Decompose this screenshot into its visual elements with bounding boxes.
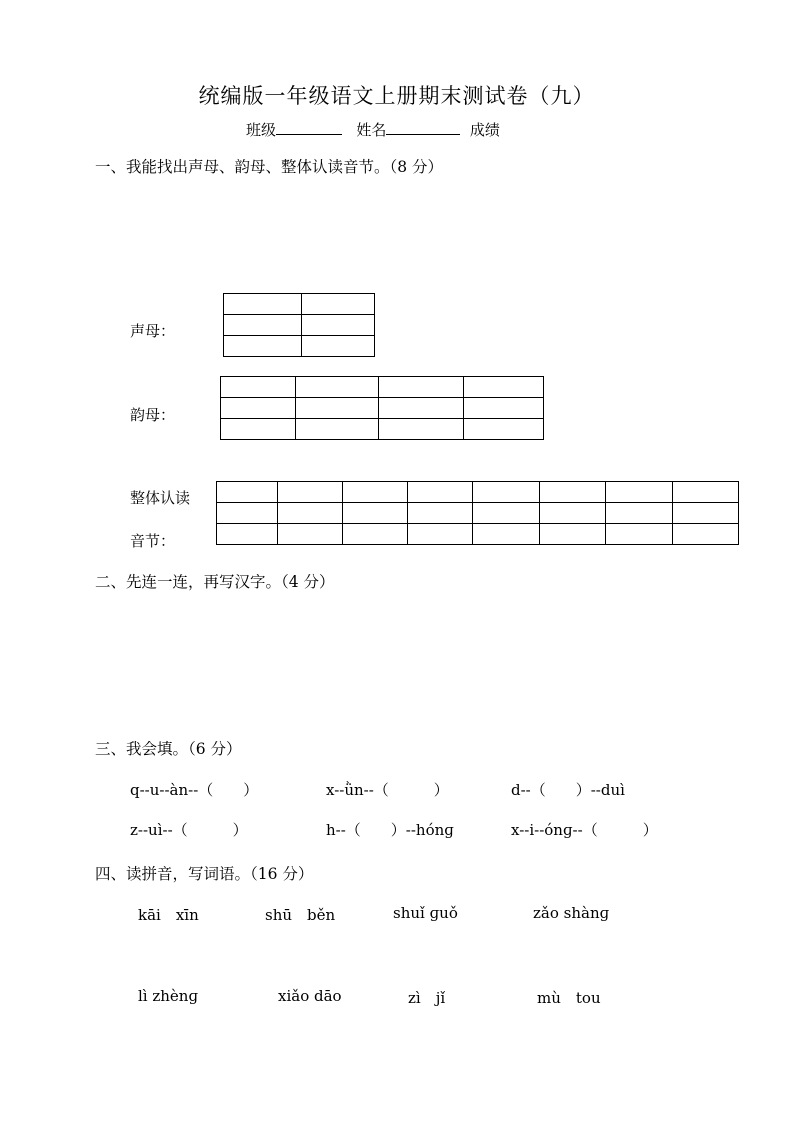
score-label: 成绩 <box>469 121 500 139</box>
answer-cell[interactable] <box>302 294 375 315</box>
answer-cell[interactable] <box>473 503 540 524</box>
yunmu-grid <box>220 376 544 440</box>
answer-cell[interactable] <box>221 398 296 419</box>
answer-cell[interactable] <box>221 419 296 440</box>
answer-cell[interactable] <box>217 524 278 545</box>
answer-cell[interactable] <box>473 524 540 545</box>
answer-cell[interactable] <box>296 377 379 398</box>
answer-cell[interactable] <box>379 419 464 440</box>
answer-cell[interactable] <box>224 336 302 357</box>
answer-cell[interactable] <box>379 377 464 398</box>
zhengti-label-line2: 音节： <box>130 532 176 550</box>
answer-cell[interactable] <box>408 482 473 503</box>
answer-cell[interactable] <box>606 503 673 524</box>
pinyin-word: kāi xīn <box>138 906 199 924</box>
answer-cell[interactable] <box>606 524 673 545</box>
pinyin-word: mù tou <box>537 989 601 1007</box>
class-blank[interactable] <box>276 120 342 135</box>
name-blank[interactable] <box>386 120 460 135</box>
answer-cell[interactable] <box>540 503 606 524</box>
zhengti-label-line1: 整体认读 <box>130 489 191 507</box>
name-label: 姓名 <box>356 121 387 139</box>
shengmu-label: 声母： <box>130 322 176 340</box>
pinyin-word: xiǎo dāo <box>278 987 342 1005</box>
answer-cell[interactable] <box>217 482 278 503</box>
pinyin-word: zǎo shànɡ <box>533 904 610 922</box>
answer-cell[interactable] <box>606 482 673 503</box>
pinyin-word: zì jǐ <box>408 989 446 1007</box>
answer-cell[interactable] <box>464 377 544 398</box>
class-label: 班级 <box>246 121 277 139</box>
section-2-heading: 二、先连一连，再写汉字。（4 分） <box>95 573 335 591</box>
section-3-heading: 三、我会填。（6 分） <box>95 740 242 758</box>
answer-cell[interactable] <box>540 482 606 503</box>
answer-cell[interactable] <box>343 482 408 503</box>
answer-cell[interactable] <box>379 398 464 419</box>
answer-cell[interactable] <box>217 503 278 524</box>
answer-cell[interactable] <box>278 503 343 524</box>
answer-cell[interactable] <box>221 377 296 398</box>
fill-item[interactable]: x--ǜn--（ ） <box>326 781 449 799</box>
shengmu-grid <box>223 293 375 357</box>
answer-cell[interactable] <box>464 419 544 440</box>
fill-item[interactable]: x--i--ónɡ--（ ） <box>511 821 658 839</box>
zhengti-grid <box>216 481 739 545</box>
pinyin-word: lì zhènɡ <box>138 987 199 1005</box>
answer-cell[interactable] <box>302 315 375 336</box>
answer-cell[interactable] <box>278 482 343 503</box>
fill-item[interactable]: z--uì--（ ） <box>130 821 248 839</box>
answer-cell[interactable] <box>540 524 606 545</box>
pinyin-word: shū běn <box>265 906 336 924</box>
answer-cell[interactable] <box>408 524 473 545</box>
answer-cell[interactable] <box>224 315 302 336</box>
answer-cell[interactable] <box>278 524 343 545</box>
answer-cell[interactable] <box>296 398 379 419</box>
section-4-heading: 四、读拼音，写词语。（16 分） <box>95 865 314 883</box>
answer-cell[interactable] <box>224 294 302 315</box>
answer-cell[interactable] <box>673 524 739 545</box>
answer-cell[interactable] <box>302 336 375 357</box>
fill-item[interactable]: h--（ ）--hónɡ <box>326 821 454 839</box>
yunmu-label: 韵母： <box>130 406 176 424</box>
answer-cell[interactable] <box>296 419 379 440</box>
pinyin-word: shuǐ ɡuǒ <box>393 904 458 922</box>
answer-cell[interactable] <box>673 482 739 503</box>
section-1-heading: 一、我能找出声母、韵母、整体认读音节。（8 分） <box>95 158 444 176</box>
page-title: 统编版一年级语文上册期末测试卷（九） <box>198 84 595 108</box>
fill-item[interactable]: q--u--àn--（ ） <box>130 781 259 799</box>
answer-cell[interactable] <box>343 503 408 524</box>
answer-cell[interactable] <box>473 482 540 503</box>
answer-cell[interactable] <box>464 398 544 419</box>
answer-cell[interactable] <box>408 503 473 524</box>
fill-item[interactable]: d--（ ）--duì <box>511 781 625 799</box>
student-info-line <box>246 119 500 140</box>
answer-cell[interactable] <box>343 524 408 545</box>
answer-cell[interactable] <box>673 503 739 524</box>
